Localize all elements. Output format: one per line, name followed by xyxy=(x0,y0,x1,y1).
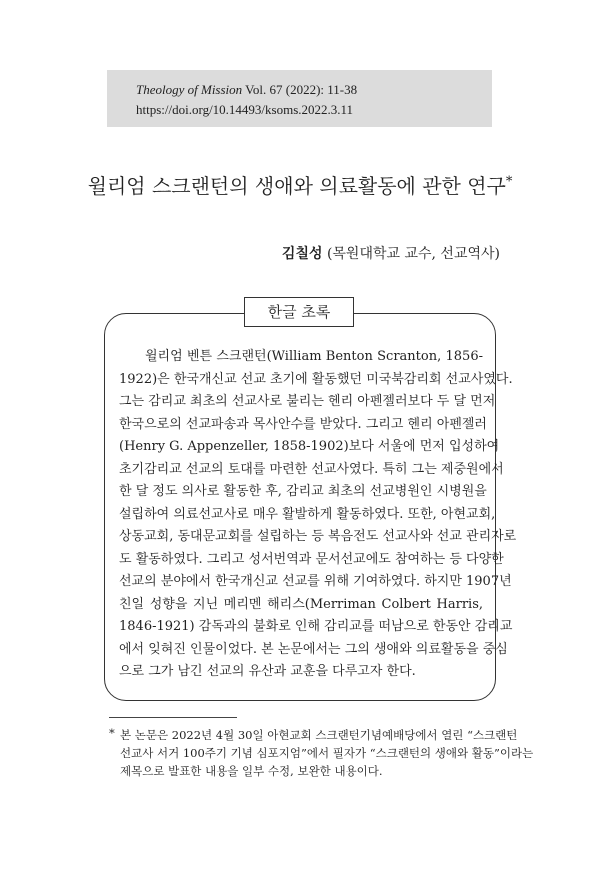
journal-citation xyxy=(136,82,357,98)
abstract-line: 선교의 분야에서 한국개신교 선교를 위해 기여하였다. 하지만 1907년 xyxy=(119,574,512,589)
footnote-divider xyxy=(109,717,237,718)
doi-link[interactable]: https://doi.org/10.14493/ksoms.2022.3.11 xyxy=(136,102,354,117)
abstract-line: 윌리엄 벤튼 스크랜턴(William Benton Scranton, 1856- xyxy=(145,349,483,364)
abstract-line: 도 활동하였다. 그리고 성서번역과 문서선교에도 참여하는 등 다양한 xyxy=(119,551,504,567)
volume-info: Vol. 67 (2022): 11-38 xyxy=(242,82,358,97)
abstract-line: 에서 잊혀진 인물이었다. 본 논문에서는 그의 생애와 의료활동을 중심 xyxy=(119,641,508,657)
abstract-line: 1922)은 한국개신교 선교 초기에 활동했던 미국북감리회 선교사였다. xyxy=(119,371,513,387)
abstract-body xyxy=(119,346,517,684)
abstract-line: 초기감리교 선교의 토대를 마련한 선교사였다. 특히 그는 제중원에서 xyxy=(119,461,504,477)
paper-title-text: 윌리엄 스크랜턴의 생애와 의료활동에 관한 연구 xyxy=(87,174,506,198)
paper-title xyxy=(0,170,600,199)
abstract-line: 한국으로의 선교파송과 목사안수를 받았다. 그리고 헨리 아펜젤러 xyxy=(119,416,487,432)
footnote xyxy=(109,726,534,780)
footnote-mark: * xyxy=(109,726,115,740)
abstract-line: 한 달 정도 의사로 활동한 후, 감리교 최초의 선교병원인 시병원을 xyxy=(119,484,487,499)
abstract-line: 1846-1921) 감독과의 불화로 인해 감리교를 떠남으로 한동안 감리교 xyxy=(119,619,513,634)
abstract-line: 상동교회, 동대문교회를 설립하는 등 복음전도 선교사와 선교 관리자로 xyxy=(119,529,517,544)
abstract-line: 설립하여 의료선교사로 매우 활발하게 활동하였다. 또한, 아현교회, xyxy=(119,506,496,522)
journal-name: Theology of Mission xyxy=(136,82,243,97)
footnote-line: 제목으로 발표한 내용을 일부 수정, 보완한 내용이다. xyxy=(120,764,383,778)
author-name: 김칠성 xyxy=(281,246,323,262)
author-affiliation: (목원대학교 교수, 선교역사) xyxy=(322,246,500,262)
abstract-line: 으로 그가 남긴 선교의 유산과 교훈을 다루고자 한다. xyxy=(119,664,416,679)
footnote-line: 선교사 서거 100주기 기념 심포지엄”에서 필자가 “스크랜턴의 생애와 활동”이라는 xyxy=(120,746,534,760)
abstract-line: (Henry G. Appenzeller, 1858-1902)보다 서울에 먼저 입성하여 xyxy=(119,439,500,454)
abstract-line: 친일 성향을 지닌 메리멘 해리스(Merriman Colbert Harris, xyxy=(119,596,483,612)
footnote-line: 본 논문은 2022년 4월 30일 아현교회 스크랜턴기념예배당에서 열린 “스크랜턴 xyxy=(120,728,518,742)
footnote-text xyxy=(120,726,534,780)
author-line xyxy=(282,243,500,263)
title-footnote-mark: * xyxy=(505,174,513,190)
abstract-heading: 한글 초록 xyxy=(244,297,354,327)
journal-header-box xyxy=(107,70,492,127)
abstract-line: 그는 감리교 최초의 선교사로 불리는 헨리 아펜젤러보다 두 달 먼저 xyxy=(119,394,496,409)
